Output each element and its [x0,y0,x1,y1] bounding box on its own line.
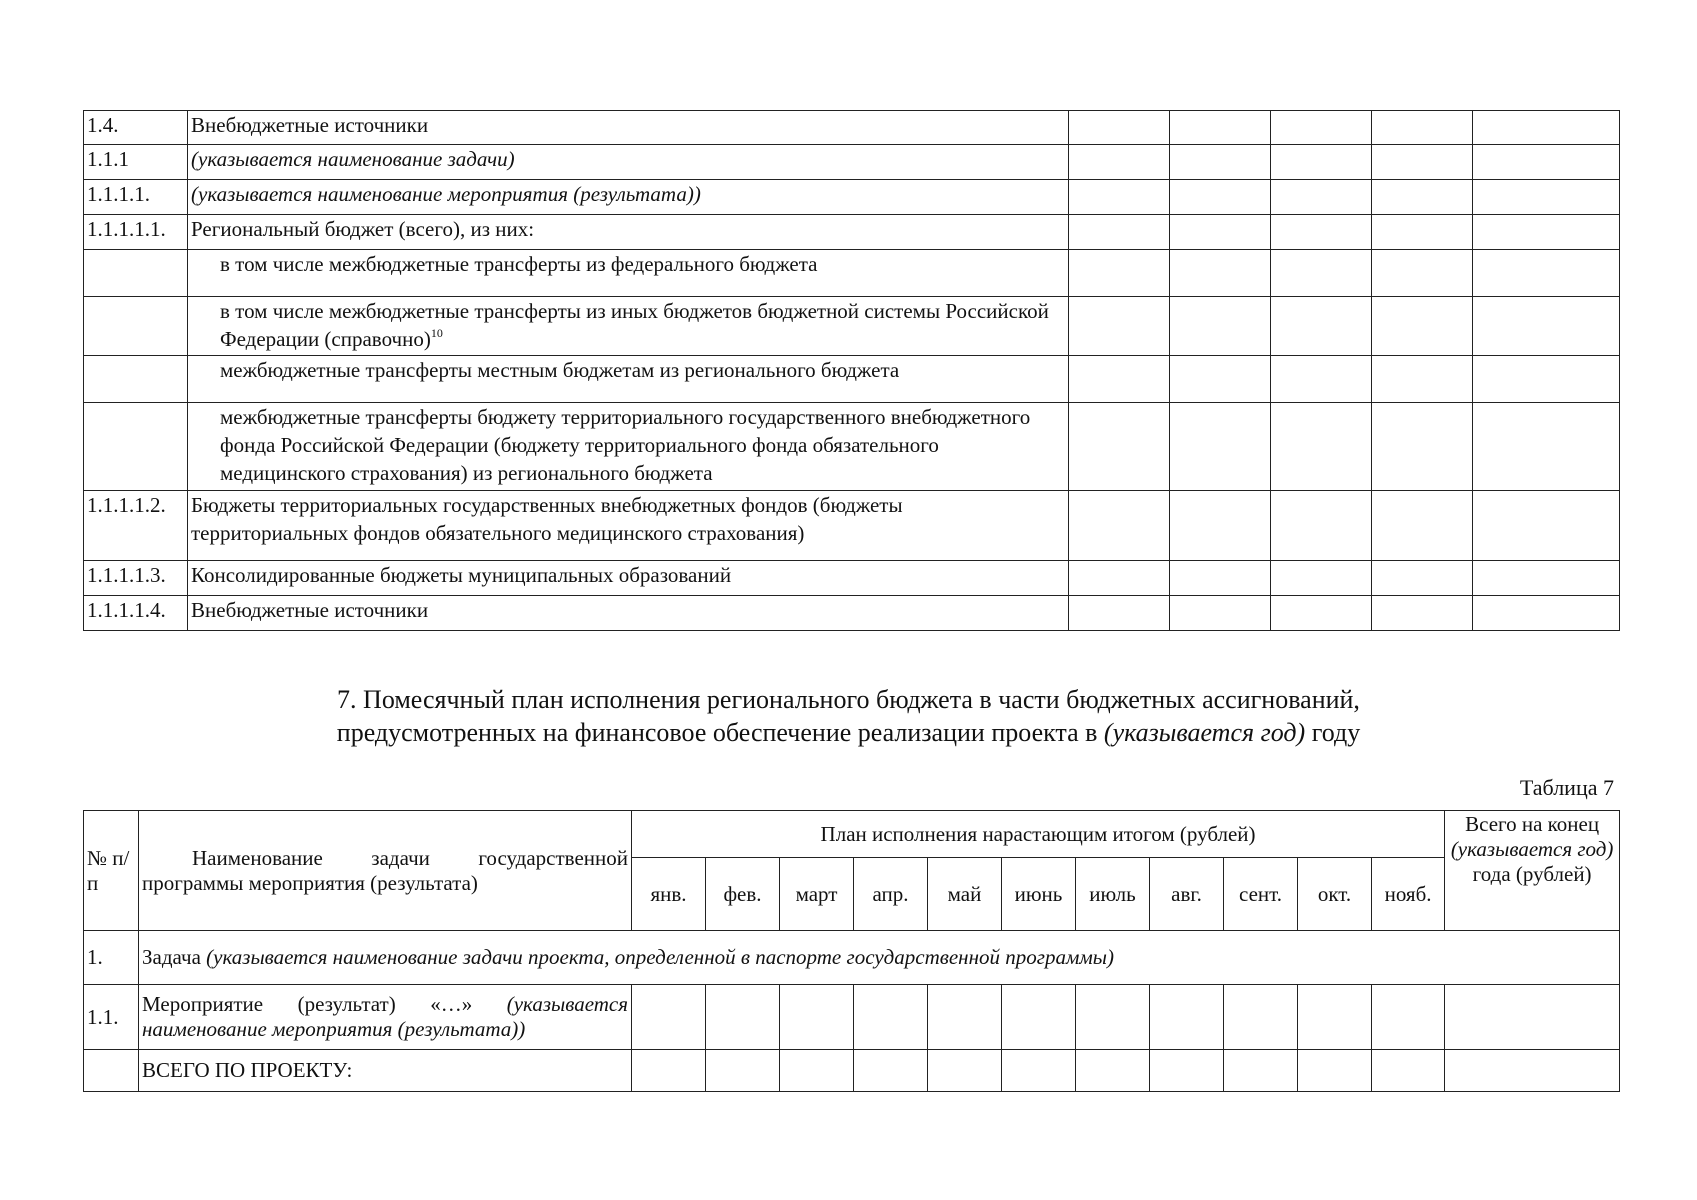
row-number [84,250,188,297]
month-header: фев. [706,858,780,931]
row-number: 1.1.1.1.4. [84,596,188,631]
monthly-plan-table [83,810,1620,1092]
header-num: № п/п [84,811,139,931]
row-number: 1.1.1.1.2. [84,491,188,561]
table-row [84,215,1620,250]
table-row [84,145,1620,180]
row-label: в том числе межбюджетные трансферты из федерального бюджета [188,250,1069,297]
header-total: Всего на конец (указывается год) года (рублей) [1445,811,1620,931]
table-row [84,403,1620,491]
table-header-row [84,811,1620,858]
row-label: межбюджетные трансферты местным бюджетам из регионального бюджета [188,356,1069,403]
month-header: янв. [632,858,706,931]
table-row [84,356,1620,403]
table-label: Таблица 7 [1519,775,1614,800]
row-label: (указывается наименование задачи) [188,145,1069,180]
row-label: Внебюджетные источники [188,596,1069,631]
row-number: 1.1.1.1. [84,180,188,215]
month-header: март [780,858,854,931]
row-number: 1. [84,931,139,985]
table-row [84,1050,1620,1092]
table-row [84,297,1620,356]
row-number: 1.1.1 [84,145,188,180]
row-number [84,403,188,491]
month-header: нояб. [1372,858,1445,931]
row-number [84,297,188,356]
row-label: Бюджеты территориальных государственных внебюджетных фондов (бюджеты территориальных фондов обязательного медицинского страхования) [188,491,1069,561]
month-header: авг. [1150,858,1224,931]
row-label: Консолидированные бюджеты муниципальных образований [188,561,1069,596]
table-row [84,931,1620,985]
table-row [84,596,1620,631]
task-row-label: Задача (указывается наименование задачи проекта, определенной в паспорте государственной программы) [139,931,1620,985]
table-row [84,250,1620,297]
row-number: 1.1.1.1.1. [84,215,188,250]
row-label: Внебюджетные источники [188,111,1069,145]
month-header: июль [1076,858,1150,931]
row-label: (указывается наименование мероприятия (результата)) [188,180,1069,215]
table-row [84,491,1620,561]
table-row [84,985,1620,1050]
header-plan: План исполнения нарастающим итогом (рублей) [632,811,1445,858]
row-number: 1.1.1.1.3. [84,561,188,596]
table-row [84,111,1620,145]
activity-row-label: Мероприятие (результат) «…» (указывается наименование мероприятия (результата)) [139,985,632,1050]
row-label: в том числе межбюджетные трансферты из иных бюджетов бюджетной системы Российской Федерации (справочно)$^{10}$ [188,297,1069,356]
section-title: 7. Помесячный план исполнения регионального бюджета в части бюджетных ассигнований, предусмотренных на финансовое обеспечение реализации проекта в (указывается год) году [336,685,1361,747]
header-name: Наименование задачи государственной программы мероприятия (результата) [139,811,632,931]
month-header: окт. [1298,858,1372,931]
row-number: 1.1. [84,985,139,1050]
row-label: межбюджетные трансферты бюджету территориального государственного внебюджетного фонда Российской Федерации (бюджету территориального фонда обязательного медицинского страхования) из регионального бюджета [188,403,1069,491]
row-number: 1.4. [84,111,188,145]
total-row-label: ВСЕГО ПО ПРОЕКТУ: [139,1050,632,1092]
month-header: апр. [854,858,928,931]
row-number [84,356,188,403]
budget-sources-table [83,110,1620,631]
table-row [84,561,1620,596]
month-header: сент. [1224,858,1298,931]
month-header: июнь [1002,858,1076,931]
footnote-ref: 10 [430,326,443,340]
table-row [84,180,1620,215]
month-header: май [928,858,1002,931]
row-label: Региональный бюджет (всего), из них: [188,215,1069,250]
